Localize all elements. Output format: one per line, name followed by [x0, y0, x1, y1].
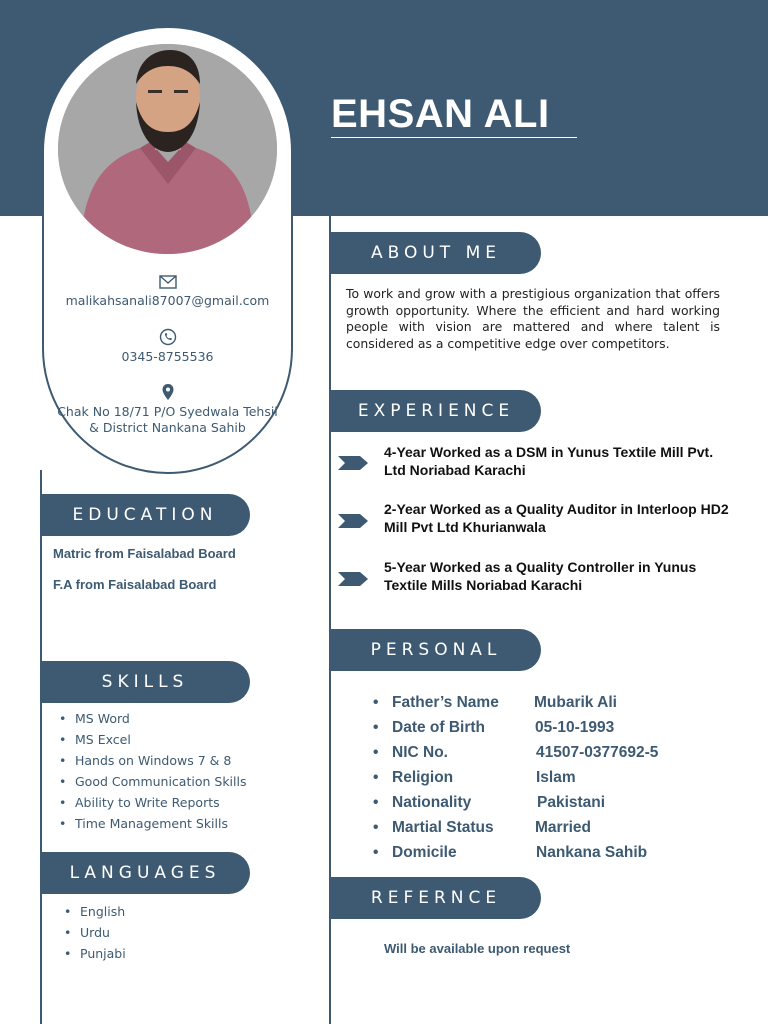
- skill-item: • MS Excel: [59, 732, 131, 747]
- reference-heading: REFERNCE: [331, 877, 541, 919]
- skills-heading: SKILLS: [40, 661, 250, 703]
- experience-item: 2-Year Worked as a Quality Auditor in Interloop HD2 Mill Pvt Ltd Khurianwala: [384, 501, 729, 535]
- person-photo-illustration: [58, 44, 277, 254]
- education-item: F.A from Faisalabad Board: [53, 577, 217, 592]
- phone-text: 0345-8755536: [121, 349, 214, 364]
- skill-item: • Hands on Windows 7 & 8: [59, 753, 232, 768]
- reference-text: Will be available upon request: [384, 941, 571, 956]
- language-item: • Punjabi: [64, 946, 126, 961]
- address-text: Chak No 18/71 P/O Syedwala Tehsil & District Nankana Sahib: [57, 404, 278, 435]
- name-underline: [331, 137, 577, 138]
- profile-photo: [58, 44, 277, 254]
- skill-item: • MS Word: [59, 711, 130, 726]
- location-pin-icon: [0, 383, 335, 405]
- personal-heading: PERSONAL: [331, 629, 541, 671]
- skill-item: • Ability to Write Reports: [59, 795, 220, 810]
- skill-item: • Good Communication Skills: [59, 774, 247, 789]
- about-heading: ABOUT ME: [331, 232, 541, 274]
- languages-list: [58, 901, 126, 964]
- experience-item: 4-Year Worked as a DSM in Yunus Textile Mill Pvt. Ltd Noriabad Karachi: [384, 444, 714, 478]
- languages-heading: LANGUAGES: [40, 852, 250, 894]
- skills-list: [53, 708, 247, 834]
- email-text: malikahsanali87007@gmail.com: [65, 293, 270, 308]
- language-item: • English: [64, 904, 126, 919]
- skill-item: • Time Management Skills: [59, 816, 228, 831]
- phone-icon: [0, 328, 335, 350]
- mail-icon: [0, 274, 335, 293]
- education-item: Matric from Faisalabad Board: [53, 546, 236, 561]
- arrow-bullet-icon: [338, 572, 368, 586]
- language-item: • Urdu: [64, 925, 110, 940]
- experience-heading: EXPERIENCE: [331, 390, 541, 432]
- left-border-line: [40, 470, 42, 1024]
- arrow-bullet-icon: [338, 514, 368, 528]
- about-text: To work and grow with a prestigious organization that offers growth opportunity. Where the efficient and hard working people with vision are mattered and where talent is considered as a competitive edge over competitors.: [346, 286, 720, 351]
- education-heading: EDUCATION: [40, 494, 250, 536]
- arrow-bullet-icon: [338, 456, 368, 470]
- experience-item: 5-Year Worked as a Quality Controller in Yunus Textile Mills Noriabad Karachi: [384, 559, 697, 593]
- resume-name: EHSAN ALI: [331, 92, 550, 136]
